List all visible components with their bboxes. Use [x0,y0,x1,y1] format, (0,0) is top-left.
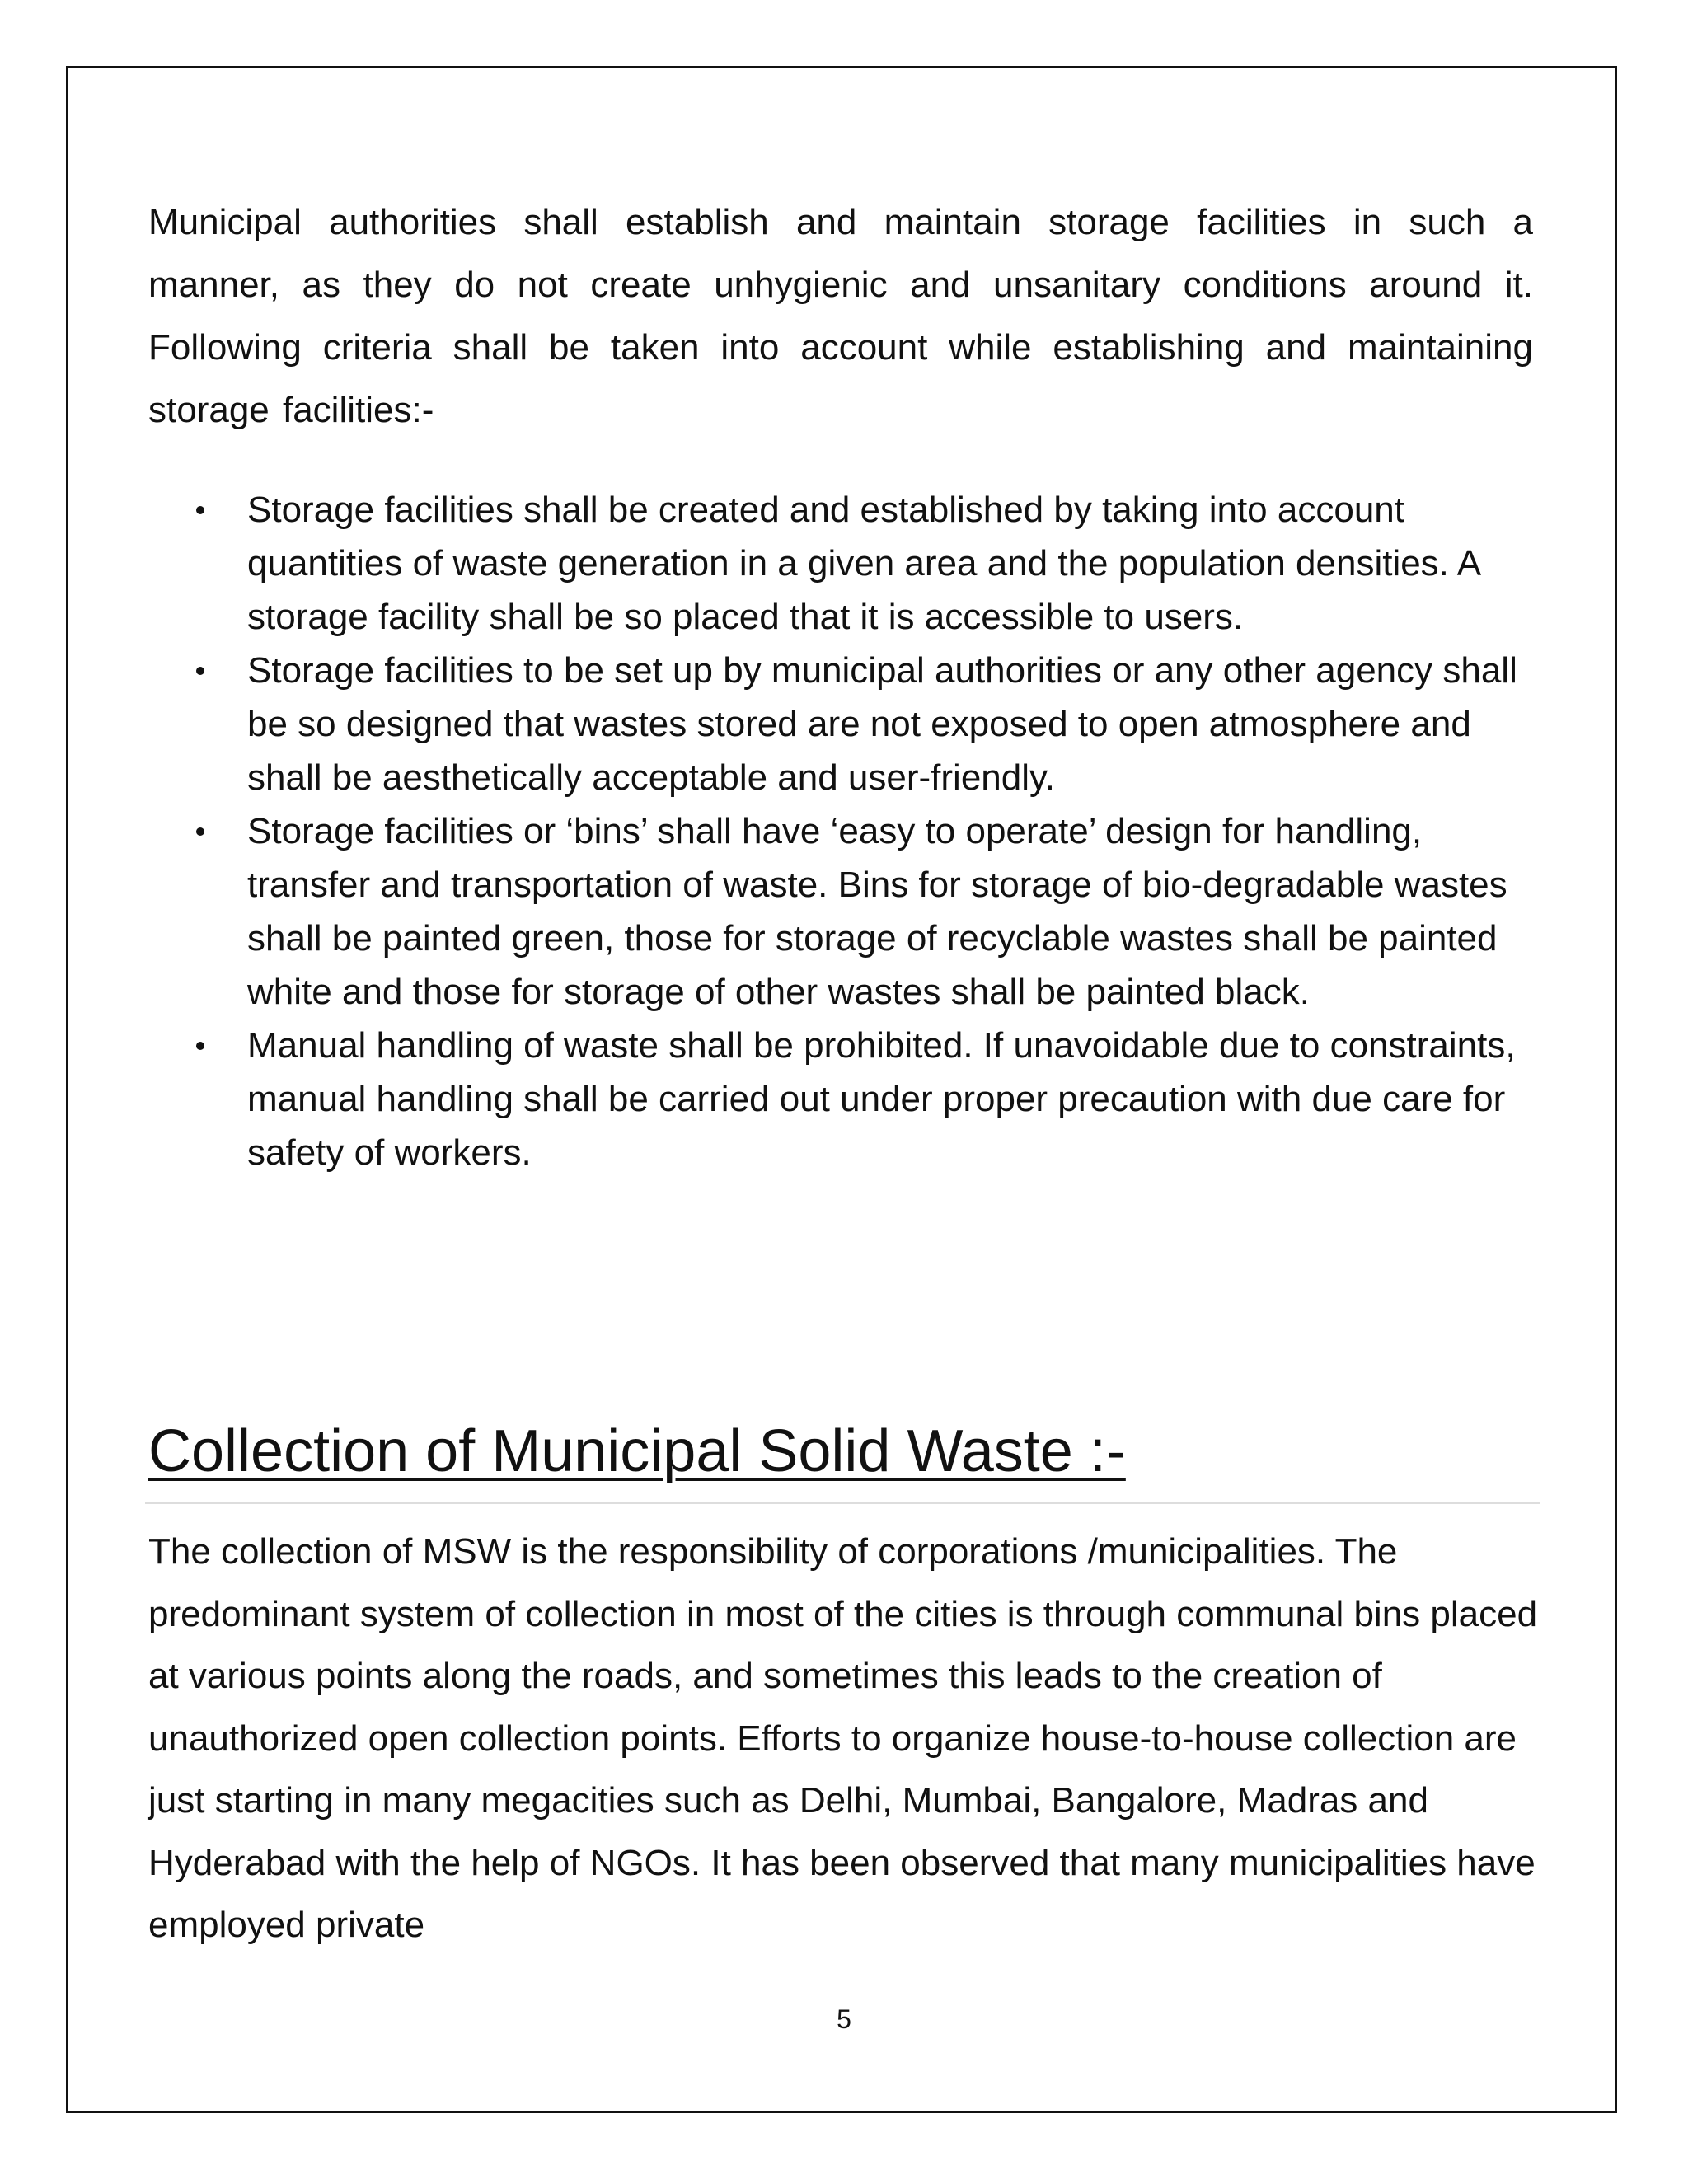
intro-paragraph: Municipal authorities shall establish and maintain storage facilities in such a manner, as they do not create unhygienic and unsanitary conditions around it. Following criteria shall be taken into account while establishing and maintaining storage facilities:- [148,202,1533,430]
bullet-icon [196,827,204,836]
list-item-text: Storage facilities shall be created and established by taking into account quantities of waste generation in a given area and the population densities. A storage facility shall be so placed that it is accessible to users. [247,490,1479,637]
list-item-text: Storage facilities or ‘bins’ shall have ‘easy to operate’ design for handling, transfer and transportation of waste. Bins for storage of bio-degradable wastes shall be painted green, those for storage of recyclable wastes shall be painted white and those for storage of other wastes shall be painted black. [247,811,1507,1012]
bullet-icon [196,667,204,675]
section-paragraph: The collection of MSW is the responsibility of corporations /municipalities. The predominant system of collection in most of the cities is through communal bins placed at various points along the roads, and sometimes this leads to the creation of unauthorized open collection points. Efforts to organize house-to-house collection are just starting in many megacities such as Delhi, Mumbai, Bangalore, Madras and Hyderabad with the help of NGOs. It has been observed that many municipalities have employed private [148,1531,1538,1945]
list-item-text: Storage facilities to be set up by municipal authorities or any other agency shall be so designed that wastes stored are not exposed to open atmosphere and shall be aesthetically acceptable and user-friendly. [247,650,1517,798]
criteria-list [148,483,1541,1179]
heading-divider [145,1502,1540,1504]
bullet-icon [196,1042,204,1050]
list-item [148,644,1541,804]
list-item [148,804,1541,1019]
list-item [148,483,1541,644]
page-number: 5 [837,2004,851,2034]
list-item [148,1019,1541,1179]
section-heading: Collection of Municipal Solid Waste :- [148,1418,1126,1484]
list-item-text: Manual handling of waste shall be prohibited. If unavoidable due to constraints, manual handling shall be carried out under proper precaution with due care for safety of workers. [247,1025,1516,1173]
bullet-icon [196,506,204,514]
